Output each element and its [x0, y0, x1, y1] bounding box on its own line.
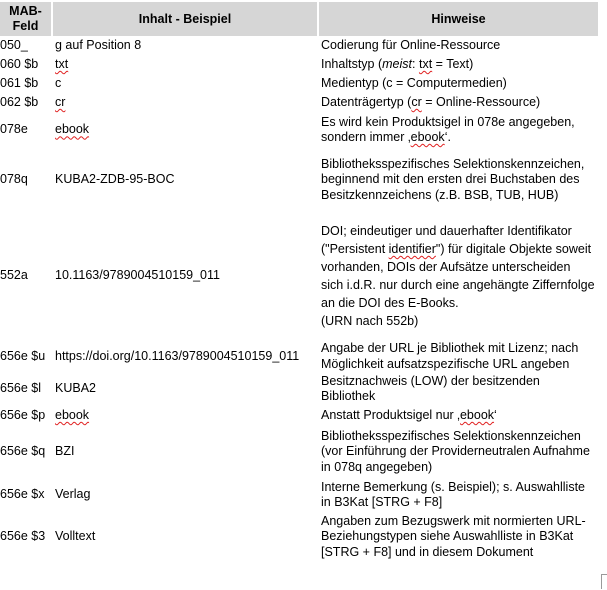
note-text: Es wird kein Produktsigel in 078e angegeben, sondern immer ‚ [321, 114, 575, 144]
table-header-row [0, 2, 598, 36]
note-spellcheck-word: txt [418, 56, 433, 71]
table-row [0, 93, 598, 112]
page-corner-mark [601, 574, 607, 589]
header-content-example: Inhalt - Beispiel [52, 2, 318, 36]
note-spellcheck-word: ebook [459, 407, 495, 422]
note-text: Inhaltstyp ( [321, 56, 383, 71]
note-spellcheck-word: identifier [388, 242, 436, 256]
example-cell: ebook [55, 122, 90, 137]
field-cell: 060 $b [0, 56, 39, 71]
example-cell: Verlag [55, 487, 91, 502]
table-row [0, 112, 598, 148]
note-cell: Angaben zum Bezugswerk mit normierten URL-Beziehungstypen siehe Auswahlliste in B3Kat [STRG + F8] und in diesem Dokument [321, 513, 586, 559]
note-text: Anstatt Produktsigel nur ‚ [321, 407, 460, 422]
example-cell: BZI [55, 444, 75, 459]
field-cell: 061 $b [0, 75, 39, 90]
note-cell [318, 55, 598, 74]
mab-field-table [0, 2, 598, 562]
note-cell [318, 93, 598, 112]
table-row [0, 148, 598, 212]
example-cell: 10.1163/9789004510159_011 [55, 268, 220, 283]
table-row [0, 74, 598, 93]
note-cell [318, 212, 598, 340]
field-cell: 656e $p [0, 407, 46, 422]
note-text: : [412, 56, 419, 71]
field-cell: 062 $b [0, 94, 39, 109]
note-text: (URN nach 552b) [321, 314, 419, 328]
example-cell: cr [55, 94, 66, 109]
table-row [0, 405, 598, 426]
note-text: = Text) [432, 56, 474, 71]
header-mab-field: MAB-Feld [0, 2, 52, 36]
field-cell: 656e $q [0, 444, 46, 459]
note-cell: Angabe der URL je Bibliothek mit Lizenz; nach Möglichkeit aufsatzspezifische URL angeben [321, 341, 579, 371]
note-cell: Bibliotheksspezifisches Selektionskennzeichen (vor Einführung der Providerneutralen Aufnahme in 078q angegeben) [321, 428, 590, 474]
note-text: DOI; eindeutiger und dauerhafter Identifikator ("Persistent [321, 224, 572, 256]
table-row [0, 478, 598, 512]
note-spellcheck-word: cr [411, 94, 422, 109]
note-text: ‘. [444, 130, 451, 144]
note-cell: Besitznachweis (LOW) der besitzenden Bibliothek [321, 373, 540, 403]
field-cell: 656e $x [0, 487, 45, 502]
note-text: ‘ [494, 407, 497, 422]
field-cell: 656e $3 [0, 529, 46, 544]
note-cell: Medientyp (c = Computermedien) [321, 75, 507, 90]
table-row [0, 426, 598, 478]
example-cell: KUBA2-ZDB-95-BOC [55, 172, 175, 187]
note-cell [318, 112, 598, 148]
field-cell: 656e $l [0, 381, 42, 396]
table-row [0, 340, 598, 373]
note-text: Datenträgertyp ( [321, 94, 412, 109]
note-cell [318, 405, 598, 426]
field-cell: 050_ [0, 37, 28, 52]
field-cell: 078q [0, 172, 28, 187]
note-emphasis: meist [382, 56, 413, 71]
example-cell: ebook [55, 407, 90, 422]
table-row [0, 36, 598, 55]
table-row [0, 373, 598, 405]
note-cell: Interne Bemerkung (s. Beispiel); s. Auswahlliste in B3Kat [STRG + F8] [321, 479, 586, 509]
example-cell: KUBA2 [55, 381, 96, 396]
table-row [0, 512, 598, 562]
example-cell: Volltext [55, 529, 96, 544]
field-cell: 078e [0, 122, 28, 137]
table-row [0, 55, 598, 74]
example-cell: c [55, 75, 62, 90]
header-notes: Hinweise [318, 2, 598, 36]
note-spellcheck-word: ebook [410, 130, 445, 144]
note-cell: Codierung für Online-Ressource [321, 37, 501, 52]
table-row [0, 212, 598, 340]
note-text: = Online-Ressource) [421, 94, 541, 109]
field-cell: 656e $u [0, 348, 46, 363]
example-cell: txt [55, 56, 69, 71]
note-text: ") für digitale Objekte soweit vorhanden, DOIs der Aufsätze unterscheiden sich i.d.R. nur durch eine angehängte Ziffernfolge an die DOI des E-Books. [321, 242, 595, 310]
field-cell: 552a [0, 268, 28, 283]
note-cell: Bibliotheksspezifisches Selektionskennzeichen, beginnend mit den ersten drei Buchstaben des Besitzkennzeichens (z.B. BSB, TUB, HUB) [321, 156, 585, 202]
example-cell: g auf Position 8 [55, 37, 142, 52]
example-cell: https://doi.org/10.1163/9789004510159_011 [55, 348, 300, 363]
